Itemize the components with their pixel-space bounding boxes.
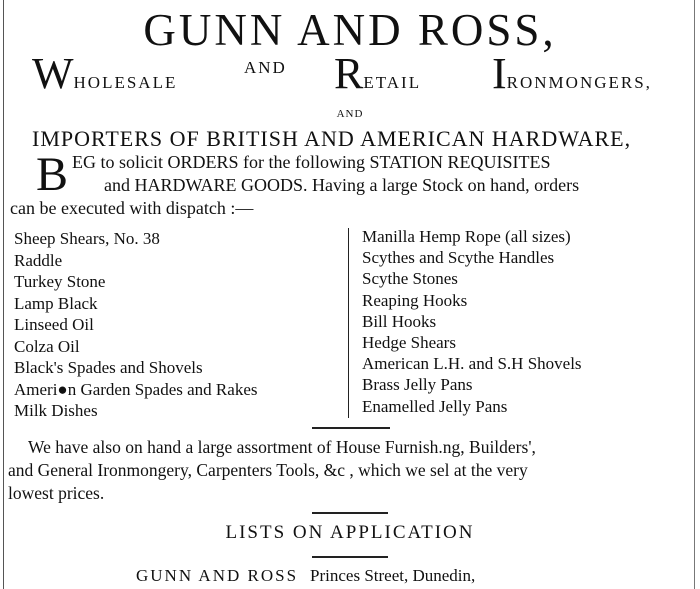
list-item: Lamp Black	[14, 293, 98, 313]
intro-dropcap: B	[36, 148, 69, 201]
subtitle-w-rest: HOLESALE	[73, 73, 178, 92]
subtitle-i-rest: RONMONGERS,	[506, 73, 652, 92]
subtitle-r-initial: R	[334, 49, 364, 98]
subtitle-retail	[334, 49, 422, 98]
list-item: Manilla Hemp Rope (all sizes)	[362, 227, 571, 246]
list-item: Enamelled Jelly Pans	[362, 396, 508, 416]
list-item: Ameri●n Garden Spades and Rakes	[14, 379, 258, 399]
list-item: Scythe Stones	[362, 269, 458, 289]
list-item: Colza Oil	[14, 336, 80, 356]
section-rule	[312, 512, 388, 514]
subtitle-and: AND	[244, 58, 287, 77]
list-item: Linseed Oil	[14, 315, 94, 334]
list-item: Hedge Shears	[362, 333, 456, 353]
subtitle-r-rest: ETAIL	[363, 73, 422, 92]
subtitle-ironmongers	[492, 49, 652, 98]
section-rule	[312, 427, 390, 429]
closing-line-3: lowest prices.	[8, 483, 105, 503]
items-right-list	[362, 226, 682, 417]
list-item: Turkey Stone	[14, 272, 106, 291]
list-item: Bill Hooks	[362, 311, 437, 331]
closing-line-1: We have also on hand a large assortment of House Furnish.ng, Builders',	[28, 437, 536, 457]
list-item: Raddle	[14, 250, 63, 270]
subtitle-wholesale	[32, 49, 178, 98]
importers-heading: IMPORTERS OF BRITISH AND AMERICAN HARDWARE,	[32, 126, 632, 151]
list-item: Sheep Shears, No. 38	[14, 229, 160, 248]
firm-subtitle	[30, 49, 670, 102]
items-left-list	[14, 228, 344, 422]
closing-paragraph	[8, 436, 688, 505]
list-item: Brass Jelly Pans	[362, 375, 473, 395]
and-small: AND	[336, 108, 364, 120]
intro-line-3: can be executed with dispatch :—	[10, 198, 254, 218]
intro-line-1: EG to solicit ORDERS for the following STATION REQUISITES	[72, 152, 551, 172]
list-item: Black's Spades and Shovels	[14, 358, 203, 377]
footer-street: Princes Street, Dunedin,	[310, 566, 476, 585]
list-item: American L.H. and S.H Shovels	[362, 354, 582, 374]
footer-address	[136, 566, 475, 586]
firm-title: GUNN AND ROSS,	[143, 5, 557, 55]
page-edge-left	[3, 0, 4, 589]
footer-firm: GUNN AND ROSS	[136, 566, 299, 585]
closing-line-2: and General Ironmongery, Carpenters Tools, &c , which we sel at the very	[8, 460, 528, 480]
section-rule	[312, 556, 388, 558]
list-item: Milk Dishes	[14, 401, 98, 420]
intro-line-2: and HARDWARE GOODS. Having a large Stock on hand, orders	[104, 175, 580, 195]
list-item: Reaping Hooks	[362, 290, 468, 310]
page-edge-right	[694, 0, 695, 589]
lists-on-application: LISTS ON APPLICATION	[225, 522, 475, 543]
subtitle-w-initial: W	[32, 49, 74, 98]
list-item: Scythes and Scythe Handles	[362, 248, 555, 268]
column-divider	[348, 228, 349, 418]
subtitle-i-initial: I	[492, 49, 507, 98]
